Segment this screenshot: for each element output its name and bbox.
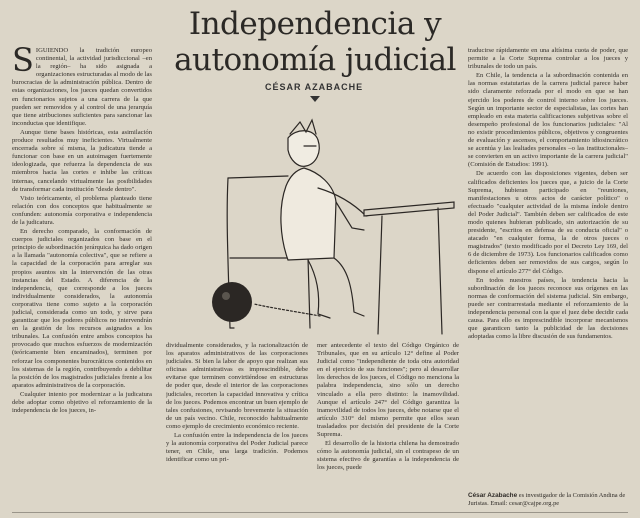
paragraph: En derecho comparado, la conformación de cuerpos judiciales organizados con base en el principio de subordinación jerárquica ha dado origen a la llamada "autonomía colectiva", que se refiere a la capacidad de la corporación para arreglar sus propios asuntos sin la intervención de las otras instancias del Estado. A diferencia de la independencia, que corresponde a los jueces individualmente considerados, la autonomía corporativa tiene como sujeto a la corporación judicial, considerada como un todo, y sirve para garantizar que los poderes públicos no intervendrán en la gestión de los recursos asignados a los tribunales. La confusión entre ambos conceptos ha provocado que muchos esfuerzos de modernización (teóricamente bien encaminados), terminen por reforzar los componentes burocráticos contenidos en los sistemas de la región, contribuyendo a debilitar la posición de los magistrados judiciales frente a los aparatos administrativos de la corporación.	[12, 228, 152, 389]
byline: CÉSAR AZABACHE	[265, 82, 364, 92]
headline	[150, 6, 480, 78]
bottom-rule	[12, 512, 628, 513]
illustration-seated-man-with-ball-and-chain	[168, 98, 458, 338]
paragraph: De acuerdo con las disposiciones vigentes, deben ser calificados deficientes los jueces que, a juicio de la Corte Suprema, hubieran participado en "reuniones, manifestaciones u otros actos de carácter político" o efectuado "cualquier actividad de la misma índole dentro del Poder Judicial". También deben ser calificados de este modo quienes hubieran publicado, sin autorización de su presidente, "escritos en defensa de su conducta oficial" o atacado "en cualquier forma, la de otros jueces o magistrados" (texto modificado por el Decreto Ley 169, del 6 de diciembre de 1973). Los funcionarios calificados como deficientes deben ser removidos de sus cargos, según lo dispone el artículo 277° del Código.	[468, 170, 628, 275]
column-1	[12, 47, 152, 509]
column-3	[317, 342, 459, 509]
paragraph: Aunque tiene bases históricas, esta asimilación produce resultados muy ineficientes. Virtualmente encerrada sobre sí misma, la judicatura tiende a funcionar con base en un autoimagen fuertemente ideologizada, que refuerza la dependencia de sus miembros hacia las cortes e inhibe las críticas internas, cancelando virtualmente las posibilidades de transformar cada institución "desde dentro".	[12, 128, 152, 193]
headline-line-1: Independencia y	[188, 6, 442, 42]
paragraph: Cualquier intento por modernizar a la judicatura debe adoptar como objetivo el reforzamiento de la independencia de los jueces, in-	[12, 390, 152, 415]
author-bio-text: es investigador de la Comisión Andina de Juristas. Email: cesar@cajpe.org.pe	[468, 492, 626, 507]
paragraph: Visto teóricamente, el problema planteado tiene relación con dos conceptos que habitualmente se confunden: autonomía corporativa e independencia de la judicatura.	[12, 194, 152, 226]
paragraph: En Chile, la tendencia a la subordinación contenida en las normas estatutarias de la carrera judicial parece haber sido claramente reforzada por el modo en que se han ejercido los poderes de control interno sobre los jueces. Según un importante sector de especialistas, las cortes han empleado en esta materia calificaciones subjetivas sobre el desempeño profesional de los funcionarios judiciales: "Al no existir procedimientos públicos, objetivos y congruentes de evaluación y ascensos, el comportamiento idiosincrático se acentúa y las lealtades personales –o las institucionales– se convierten en un activo importante de la carrera judicial" (Comisión de Estudios: 1991).	[468, 72, 628, 169]
paragraph: IGUIENDO la tradición europeo continental, la actividad jurisdiccional –en la región– ha sido asignada a organizaciones estructuradas al modo de las burocracias de la administración pública. Dentro de estas organizaciones, los jueces quedan convertidos en funcionarios sujetos a una carrera de la que pueden ser removidos y al control de una jerarquía que tiene atribuciones suficientes para sancionar las inconductas que identifique.	[12, 47, 152, 127]
author-name: César Azabache	[468, 492, 518, 499]
paragraph: En todos nuestros países, la tendencia hacia la subordinación de los jueces reconoce sus orígenes en las normas de conformación del sistema judicial. Sin embargo, puede ser contrarrestada mediante el reforzamiento de la independencia personal con la que el juez debe decidir cada causa. Para ello es imprescindible incorporar mecanismos que garanticen tanto la publicidad de las decisiones adoptadas como la libre discusión de sus fundamentos.	[468, 276, 628, 341]
paragraph: dividualmente considerados, y la racionalización de los aparatos administrativos de las corporaciones judiciales. Si bien la labor de apoyo que realizan sus oficinas administrativas es imprescindible, debe evitarse que terminen convirtiéndose en estructuras de poder que, desde el interior de las corporaciones judiciales, recorten la capacidad innovativa y crítica de los jueces. Podemos encontrar un buen ejemplo de tales confusiones, revisando brevemente la situación de un país vecino. Chile, reconocido habitualmente como ejemplo de crecimiento económico reciente.	[166, 342, 308, 430]
author-bio	[468, 492, 628, 512]
paragraph: El desarrollo de la historia chilena ha demostrado cómo la autonomía judicial, sin el contrapeso de un sistema efectivo de garantías a la independencia de los jueces, puede	[317, 440, 459, 472]
column-4	[468, 47, 628, 492]
column-2	[166, 342, 308, 509]
paragraph: La confusión entre la independencia de los jueces y la autonomía corporativa del Poder Judicial parece tener, en Chile, una larga tradición. Podemos identificar como un pri-	[166, 432, 308, 464]
headline-line-2: autonomía judicial	[174, 42, 456, 78]
drop-cap: S	[12, 47, 34, 79]
paragraph: mer antecedente el texto del Código Orgánico de Tribunales, que en su artículo 12° define al Poder Judicial como "independiente de toda otra autoridad en el ejercicio de sus funciones"; pero al desarrollar los derechos de los jueces, el Código no menciona la palabra independencia, sino sólo un derecho vinculado a ella pero distinto: la inamovilidad. Aunque el artículo 247° del Código garantiza la inamovilidad de todos los jueces, debe notarse que el artículo 310° del mismo permite que ellos sean trasladados por decisión del presidente de la Corte Suprema.	[317, 342, 459, 439]
paragraph: traducirse rápidamente en una altísima cuota de poder, que permite a la Corte Suprema controlar a los jueces y tribunales de todo un país.	[468, 47, 628, 71]
